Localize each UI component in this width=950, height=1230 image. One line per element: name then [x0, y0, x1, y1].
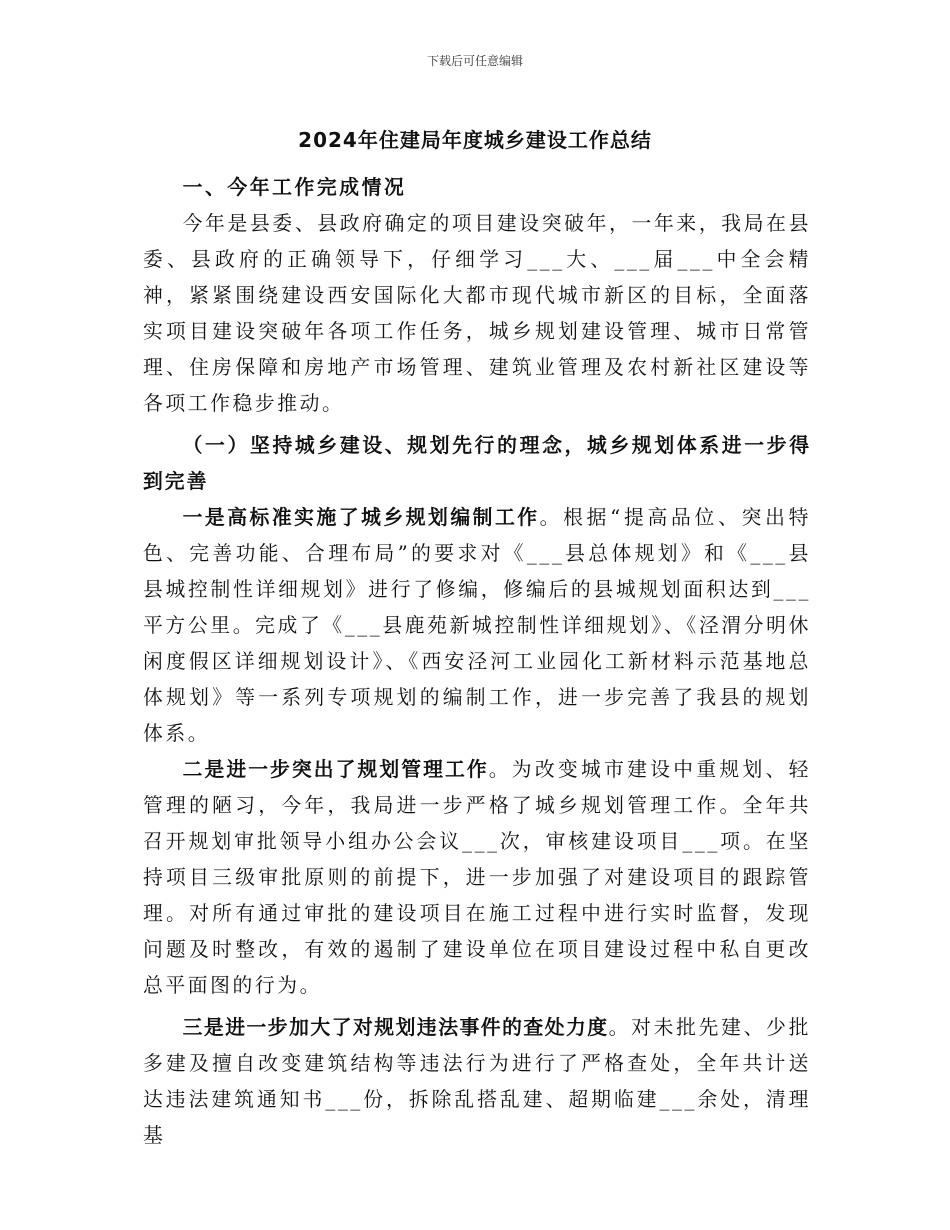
item-1-lead: 一是高标准实施了城乡规划编制工作 — [182, 506, 540, 529]
section-heading — [143, 170, 811, 206]
subsection-heading — [143, 428, 811, 500]
paragraph-item-3 — [143, 1010, 811, 1154]
paragraph-item-1 — [143, 500, 811, 752]
intro-paragraph: 今年是县委、县政府确定的项目建设突破年，一年来，我局在县委、县政府的正确领导下，仔细学习___大、___届___中全会精神，紧紧围绕建设西安国际化大都市现代城市新区的目标，全面落实项目建设突破年各项工作任务，城乡规划建设管理、城市日常管理、住房保障和房地产市场管理、建筑业管理及农村新社区建设等各项工作稳步推动。 — [143, 212, 811, 415]
section-heading-text: 一、今年工作完成情况 — [182, 176, 407, 199]
item-2-lead: 二是进一步突出了规划管理工作 — [182, 758, 489, 781]
subsection-heading-text: （一）坚持城乡建设、规划先行的理念，城乡规划体系进一步得到完善 — [143, 434, 811, 493]
item-3-text: 。对未批先建、少批多建及擅自改变建筑结构等违法行为进行了严格查处，全年共计送达违法建筑通知书___份，拆除乱搭乱建、超期临建___余处，清理基 — [143, 1016, 811, 1147]
paragraph-item-2 — [143, 752, 811, 1004]
document-body — [143, 170, 811, 1154]
document-title: 2024年住建局年度城乡建设工作总结 — [298, 128, 652, 152]
header-note: 下载后可任意编辑 — [426, 54, 523, 68]
item-2-text: 。为改变城市建设中重规划、轻管理的陋习，今年，我局进一步严格了城乡规划管理工作。全年共召开规划审批领导小组办公会议___次，审核建设项目___项。在坚持项目三级审批原则的前提下，进一步加强了对建设项目的跟踪管理。对所有通过审批的建设项目在施工过程中进行实时监督，发现问题及时整改，有效的遏制了建设单位在项目建设过程中私自更改总平面图的行为。 — [143, 758, 811, 997]
item-1-text: 。根据“提高品位、突出特色、完善功能、合理布局”的要求对《___县总体规划》和《___县县城控制性详细规划》进行了修编，修编后的县城规划面积达到___平方公里。完成了《___县鹿苑新城控制性详细规划》、《泾渭分明休闲度假区详细规划设计》、《西安泾河工业园化工新材料示范基地总体规划》等一系列专项规划的编制工作，进一步完善了我县的规划体系。 — [143, 506, 811, 745]
item-3-lead: 三是进一步加大了对规划违法事件的查处力度 — [182, 1016, 609, 1039]
